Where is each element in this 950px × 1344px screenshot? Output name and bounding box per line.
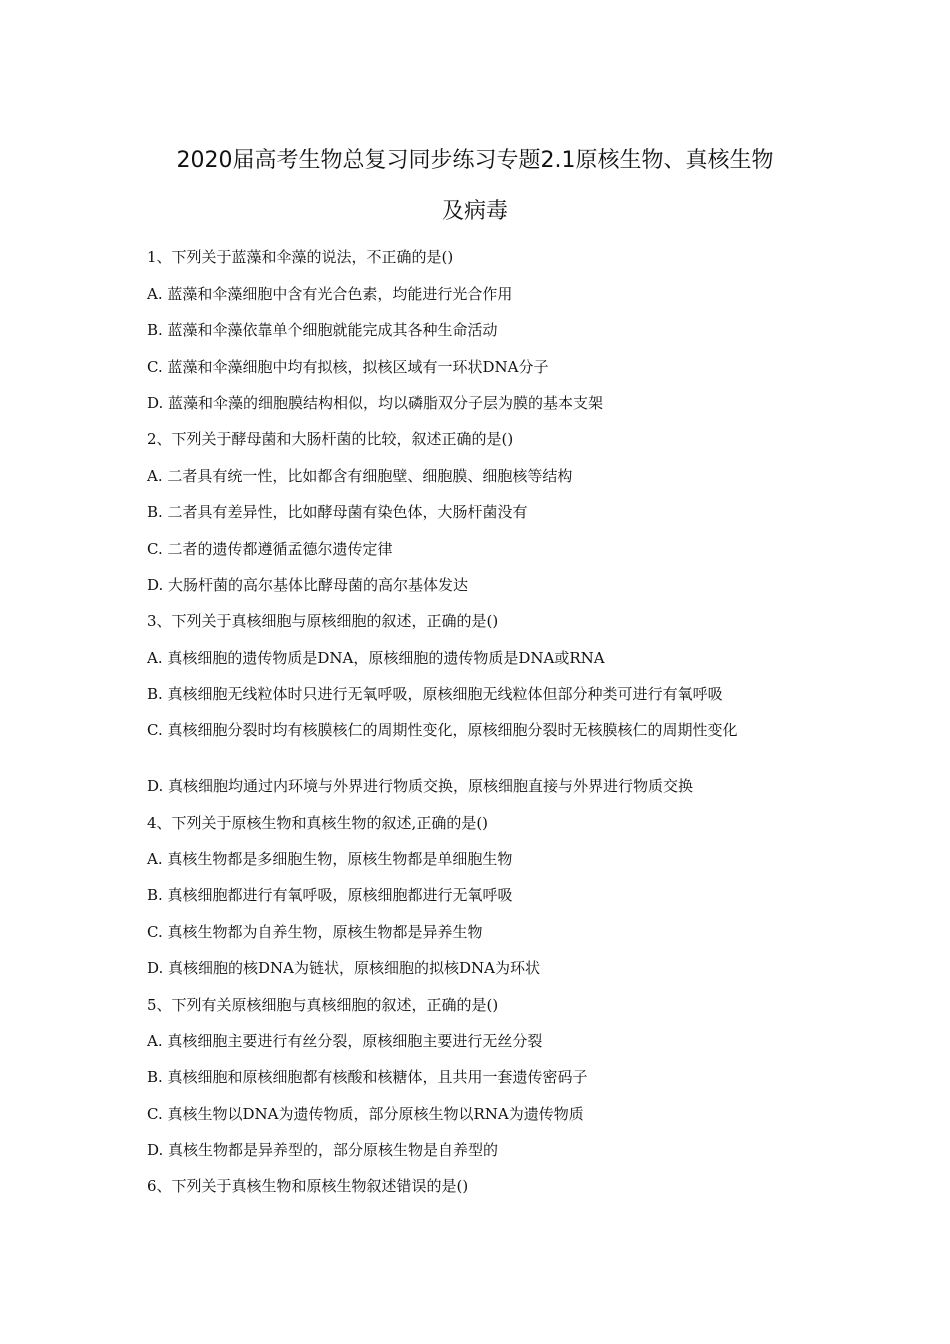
question-3-option-a: A. 真核细胞的遗传物质是DNA，原核细胞的遗传物质是DNA或RNA: [147, 649, 605, 667]
question-3-option-b: B. 真核细胞无线粒体时只进行无氧呼吸，原核细胞无线粒体但部分种类可进行有氧呼吸: [147, 685, 723, 703]
question-1-option-c: C. 蓝藻和伞藻细胞中均有拟核，拟核区域有一环状DNA分子: [147, 358, 549, 376]
question-1-stem: 1、下列关于蓝藻和伞藻的说法，不正确的是(): [147, 248, 454, 266]
question-2-option-c: C. 二者的遗传都遵循孟德尔遗传定律: [147, 540, 393, 558]
document-title-continued: 及病毒: [441, 199, 508, 224]
question-4-option-a: A. 真核生物都是多细胞生物，原核生物都是单细胞生物: [147, 850, 513, 868]
question-5-option-b: B. 真核细胞和原核细胞都有核酸和核糖体，且共用一套遗传密码子: [147, 1068, 588, 1086]
question-1-option-b: B. 蓝藻和伞藻依靠单个细胞就能完成其各种生命活动: [147, 321, 498, 339]
question-5-option-d: D. 真核生物都是异养型的，部分原核生物是自养型的: [147, 1141, 499, 1159]
question-4-option-b: B. 真核细胞都进行有氧呼吸，原核细胞都进行无氧呼吸: [147, 886, 513, 904]
question-3-option-c: C. 真核细胞分裂时均有核膜核仁的周期性变化，原核细胞分裂时无核膜核仁的周期性变化: [147, 721, 738, 739]
question-1-option-d: D. 蓝藻和伞藻的细胞膜结构相似，均以磷脂双分子层为膜的基本支架: [147, 394, 604, 412]
question-2-stem: 2、下列关于酵母菌和大肠杆菌的比较，叙述正确的是(): [147, 430, 514, 448]
question-3-option-d: D. 真核细胞均通过内环境与外界进行物质交换，原核细胞直接与外界进行物质交换: [147, 777, 694, 795]
question-4-option-d: D. 真核细胞的核DNA为链状，原核细胞的拟核DNA为环状: [147, 959, 540, 977]
question-3-stem: 3、下列关于真核细胞与原核细胞的叙述，正确的是(): [147, 612, 499, 630]
question-4-stem: 4、下列关于原核生物和真核生物的叙述,正确的是(): [147, 814, 489, 832]
question-5-stem: 5、下列有关原核细胞与真核细胞的叙述，正确的是(): [147, 996, 499, 1014]
question-4-option-c: C. 真核生物都为自养生物，原核生物都是异养生物: [147, 923, 483, 941]
question-5-option-c: C. 真核生物以DNA为遗传物质，部分原核生物以RNA为遗传物质: [147, 1105, 584, 1123]
question-6-stem: 6、下列关于真核生物和原核生物叙述错误的是(): [147, 1177, 469, 1195]
question-2-option-b: B. 二者具有差异性，比如酵母菌有染色体，大肠杆菌没有: [147, 503, 528, 521]
question-2-option-a: A. 二者具有统一性，比如都含有细胞壁、细胞膜、细胞核等结构: [147, 467, 573, 485]
question-5-option-a: A. 真核细胞主要进行有丝分裂，原核细胞主要进行无丝分裂: [147, 1032, 543, 1050]
question-2-option-d: D. 大肠杆菌的高尔基体比酵母菌的高尔基体发达: [147, 576, 469, 594]
question-1-option-a: A. 蓝藻和伞藻细胞中含有光合色素，均能进行光合作用: [147, 285, 513, 303]
document-title: 2020届高考生物总复习同步练习专题2.1原核生物、真核生物: [176, 148, 774, 173]
